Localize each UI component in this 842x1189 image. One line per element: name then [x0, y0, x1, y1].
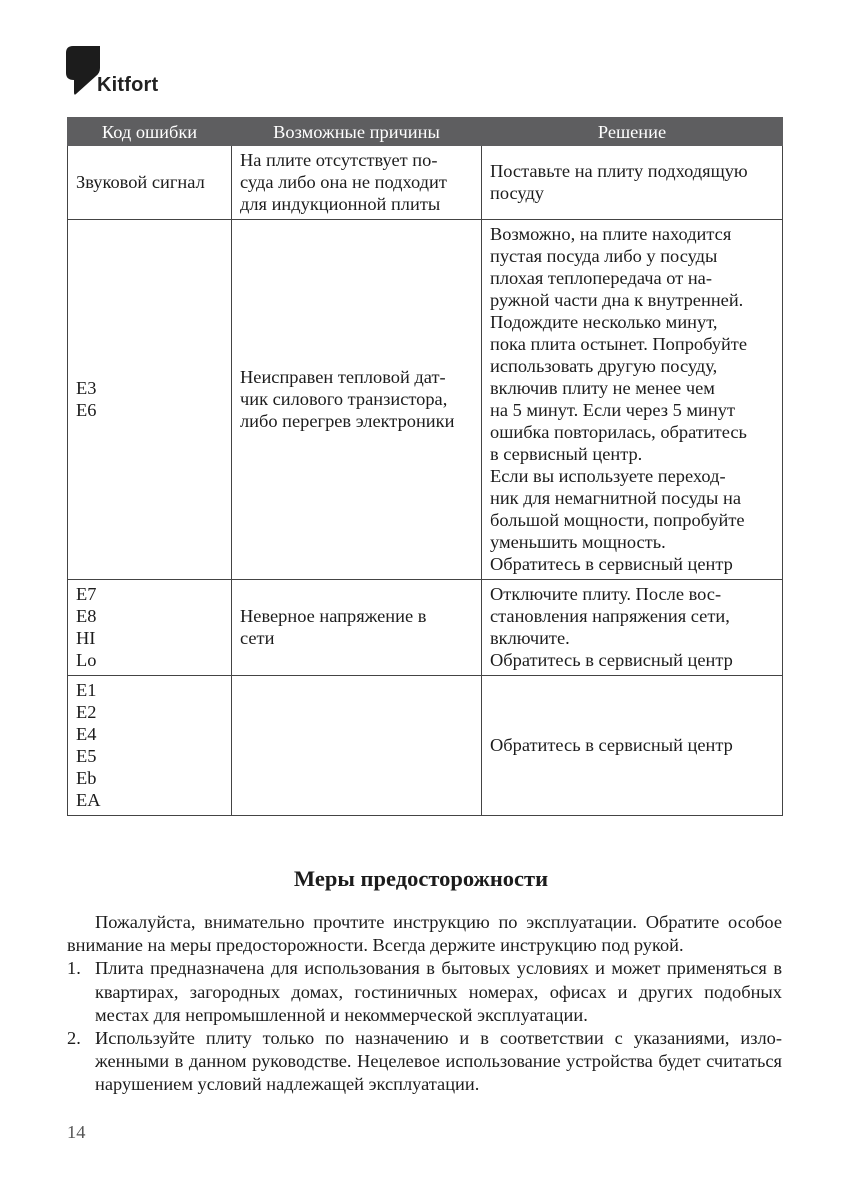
precautions-list: [67, 957, 782, 1096]
brand-logo: [66, 46, 158, 96]
error-code: Звуковой сигнал: [76, 172, 205, 192]
brand-name: Kitfort: [97, 74, 159, 96]
header-solution: Решение: [482, 118, 783, 146]
intro-paragraph: Пожалуйста, внимательно прочтите инструкцию по эксплуатации. Обратите особое внимание на меры предосторожности. Всегда держите инструкцию под рукой.: [67, 912, 782, 956]
error-code: E1: [76, 680, 97, 700]
error-code: Lo: [76, 650, 97, 670]
table-row: [68, 146, 783, 220]
solution-cell: Обратитесь в сервисный центр: [482, 676, 783, 816]
solution-cell: Отключите плиту. После вос- становления напряжения сети, включите. Обратитесь в сервисный центр: [482, 580, 783, 676]
table-header-row: [68, 118, 783, 146]
table-row: [68, 220, 783, 580]
section-title: Меры предосторожности: [293, 866, 549, 891]
section-body: [67, 911, 782, 1097]
list-item: [67, 957, 782, 1027]
cause-cell: [232, 676, 482, 816]
solution-cell: Возможно, на плите находится пустая посуда либо у посуды плохая теплопередача от на- ружной части дна к внутренней. Подождите несколько минут, пока плита остынет. Попробуйте использовать другую посуду, включив плиту не менее чем на 5 минут. Если через 5 минут ошибка повторилась, обратитесь в сервисный центр. Если вы используете переход- ник для немагнитной посуды на большой мощности, попробуйте уменьшить мощность. Обратитесь в сервисный центр: [482, 220, 783, 580]
page-number: 14: [67, 1122, 86, 1142]
error-code: E7: [76, 584, 97, 604]
cause-cell: Неисправен тепловой дат- чик силового транзистора, либо перегрев электроники: [232, 220, 482, 580]
solution-cell: Поставьте на плиту подходящую посуду: [482, 146, 783, 220]
error-code-cell: [68, 146, 232, 220]
error-code: E6: [76, 400, 97, 420]
cause-cell: На плите отсутствует по- суда либо она не подходит для индукционной плиты: [232, 146, 482, 220]
error-code: Eb: [76, 768, 97, 788]
error-code-cell: [68, 580, 232, 676]
cause-cell: Неверное напряжение в сети: [232, 580, 482, 676]
list-item: [67, 1027, 782, 1097]
error-code: E5: [76, 746, 97, 766]
header-possible-causes: Возможные причины: [232, 118, 482, 146]
kitfort-logo-icon: [66, 46, 100, 96]
table-row: [68, 676, 783, 816]
error-code: HI: [76, 628, 96, 648]
error-code-cell: [68, 676, 232, 816]
error-code: E2: [76, 702, 97, 722]
error-code: E8: [76, 606, 97, 626]
error-codes-table: [67, 117, 783, 816]
header-error-code: Код ошибки: [68, 118, 232, 146]
table-row: [68, 580, 783, 676]
error-code: E4: [76, 724, 97, 744]
list-item-number: 1.: [67, 958, 81, 979]
list-item-number: 2.: [67, 1028, 81, 1049]
list-item-text: Плита предназначена для использования в бытовых условиях и может применяться в квартирах, загородных домах, гостиничных номерах, офисах и других подобных местах для непромышленной и некоммерческой эксплуатации.: [95, 958, 782, 1025]
error-code: EA: [76, 790, 101, 810]
error-code-cell: [68, 220, 232, 580]
list-item-text: Используйте плиту только по назначению и в соответствии с указаниями, изложенными в данном руководстве. Нецелевое использование устройства будет считаться нарушением условий надлежащей эксплуатации.: [95, 1028, 782, 1095]
error-code: E3: [76, 378, 97, 398]
